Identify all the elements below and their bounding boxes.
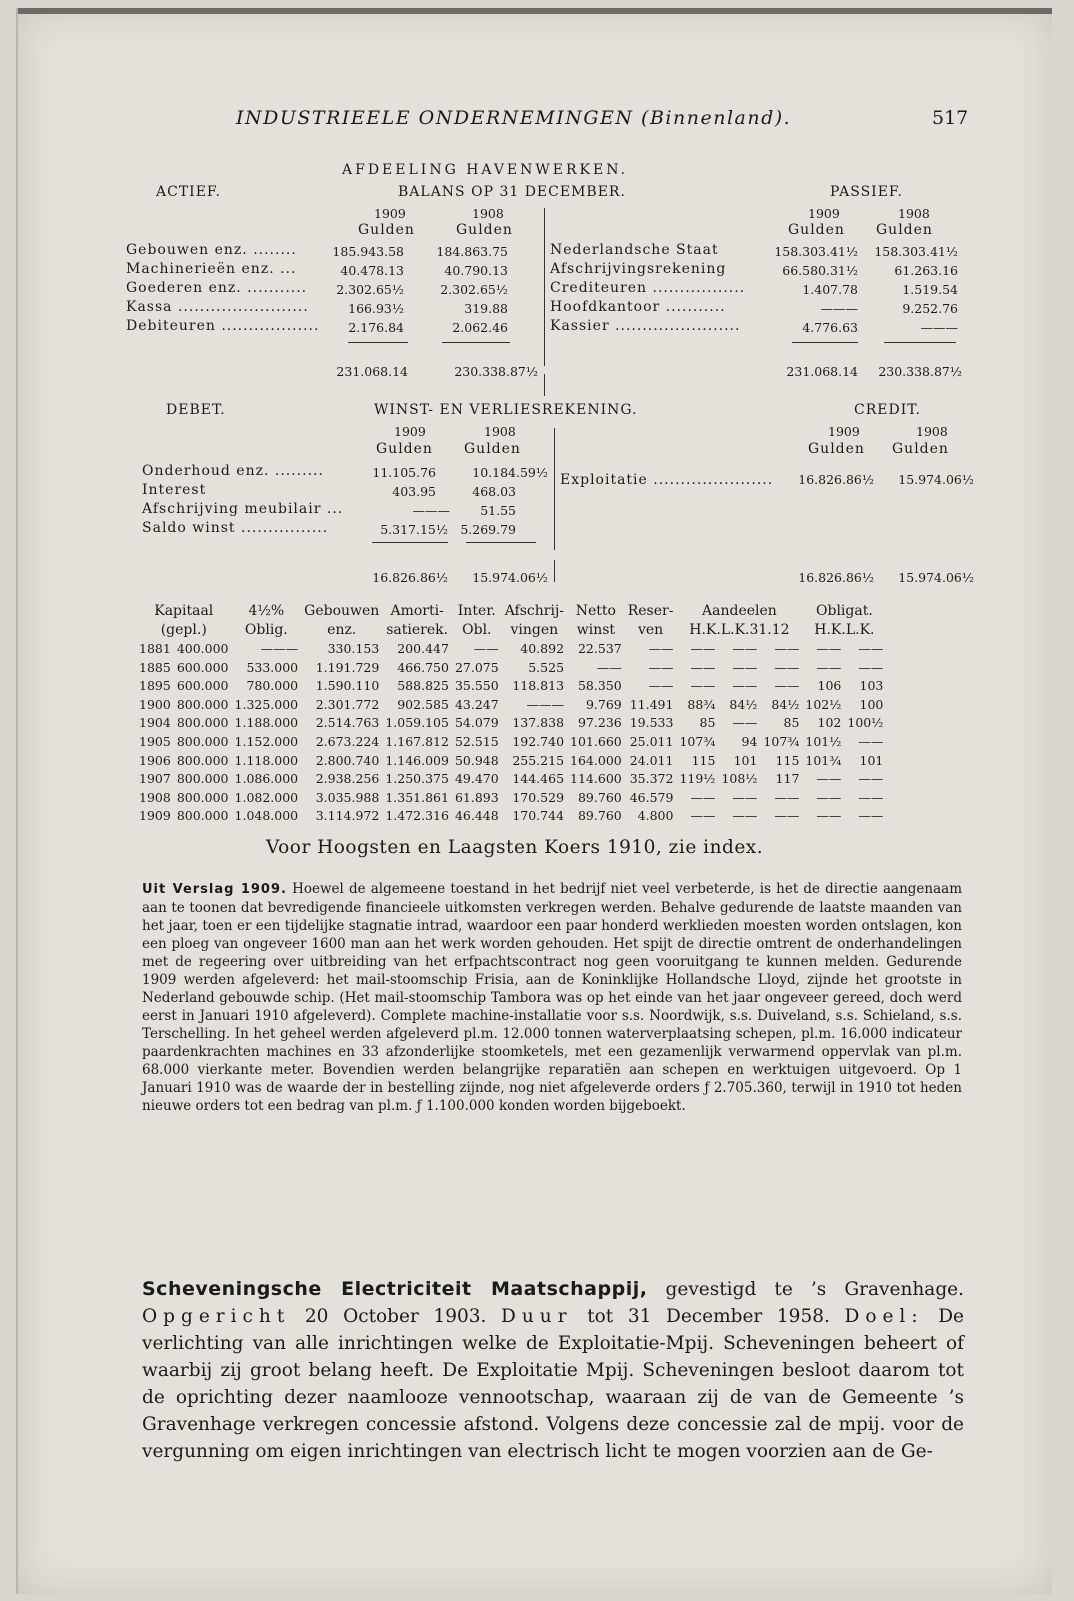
table-cell: 108½ [721,771,758,787]
debet-row-value: 5.317.15½ [380,522,448,537]
column-header: 4½% [248,603,285,620]
table-cell: 137.838 [512,715,565,731]
passief-sum-line [792,342,858,343]
column-subheader: H.K.L.K. [814,621,875,638]
table-cell: 52.515 [454,733,499,749]
table-cell: 49.470 [454,771,499,787]
table-cell: 192.740 [512,733,565,749]
annual-report-paragraph [142,880,962,1115]
table-cell: —— [816,640,842,656]
company-name: Scheveningsche Electriciteit Maatschappij, [142,1278,648,1300]
column-header: Afschrij- [504,603,565,620]
debet-row-value: 468.03 [472,484,516,499]
table-cell: 84½ [729,696,758,712]
passief-row-label: Nederlandsche Staat [550,242,719,258]
column-header: Inter. [457,603,496,620]
table-cell: —— [816,808,842,824]
column-subheader: Obl. [462,621,492,638]
debet-sum-line [372,542,448,543]
column-header: Gebouwen [304,603,380,620]
debet-row-label: Interest [142,482,207,498]
column-header: Reser- [627,603,674,620]
column-subheader: Oblig. [244,621,288,638]
table-cell: 106 [817,678,842,694]
table-cell: 46.448 [454,808,499,824]
column-subheader: satierek. [386,621,449,638]
table-cell: —— [732,808,758,824]
credit-total: 15.974.06½ [898,570,974,585]
column-subheader: (gepl.) [160,621,207,638]
capital-history-table [136,602,886,825]
debet-label: DEBET. [166,402,226,418]
table-cell: 43.247 [454,696,499,712]
table-cell: 1.118.000 [234,752,299,768]
debet-row-value: 51.55 [480,503,516,518]
balance-title: BALANS OP 31 DECEMBER. [398,184,626,200]
table-cell: 600.000 [176,678,229,694]
actief-row-value: 185.943.58 [332,244,404,259]
table-cell: 101 [859,752,884,768]
table-cell: —— [858,640,884,656]
actief-label: ACTIEF. [156,184,221,200]
table-cell: —— [596,659,622,675]
table-cell: 54.079 [454,715,499,731]
column-header: Kapitaal [154,603,214,620]
table-cell: 600.000 [176,659,229,675]
table-cell: —— [774,640,800,656]
actief-total: 230.338.87½ [454,364,538,379]
table-cell: 1.146.009 [385,752,449,768]
table-cell: 800.000 [176,752,229,768]
table-cell: 107¾ [763,733,800,749]
table-cell: —— [732,789,758,805]
passief-sum-line [884,342,956,343]
passief-row-value: 158.303.41½ [774,244,858,259]
balance-year-1909: 1909 [374,206,406,221]
column-subheader: H.K.L.K.31.12 [689,621,790,638]
table-cell: 2.673.224 [315,733,380,749]
table-cell: 89.760 [577,789,622,805]
actief-row-value: 184.863.75 [436,244,508,259]
table-cell: 1.086.000 [234,771,299,787]
debet-row-label: Onderhoud enz. ......... [142,463,324,479]
table-cell: 5.525 [528,659,565,675]
table-cell: 35.550 [454,678,499,694]
table-row [136,676,886,695]
table-cell: —— [774,659,800,675]
row-year: 1895 [139,678,171,694]
passief-year-1909: 1909 [808,206,840,221]
table-cell: 25.011 [629,733,674,749]
table-cell: 58.350 [577,678,622,694]
credit-currency-1: Gulden [808,441,865,457]
table-cell: —— [732,715,758,731]
table-cell: 119½ [679,771,716,787]
report-label: Uit Verslag 1909. [142,882,287,897]
passief-row-value: 9.252.76 [902,301,958,316]
passief-row-value: 158.303.41½ [874,244,958,259]
table-cell: —— [858,659,884,675]
table-cell: 100 [859,696,884,712]
table-cell: 94 [741,733,758,749]
running-header: INDUSTRIEELE ONDERNEMINGEN (Binnenland). [236,107,792,129]
table-cell: 170.744 [512,808,565,824]
table-cell: 101.660 [570,733,622,749]
passief-row-value: 1.407.78 [802,282,858,297]
table-cell: 89.760 [577,808,622,824]
table-cell: 117 [775,771,800,787]
table-cell: 1.590.110 [315,678,380,694]
table-cell: 107¾ [679,733,716,749]
winst-total-divider [554,560,555,582]
debet-sum-line [466,542,536,543]
balance-total-divider [544,374,545,396]
winst-currency-1: Gulden [376,441,433,457]
table-cell: 101½ [805,733,842,749]
credit-label: CREDIT. [854,402,921,418]
row-year: 1908 [139,789,171,805]
passief-row-label: Afschrijvingsrekening [550,261,727,277]
document-page [16,8,1052,1594]
table-cell: 2.301.772 [315,696,380,712]
actief-total: 231.068.14 [336,364,408,379]
table-cell: —— [858,808,884,824]
passief-row-value: 1.519.54 [902,282,958,297]
table-cell: —— [690,678,716,694]
table-cell: 1.250.375 [385,771,449,787]
passief-row-value: 61.263.16 [894,263,958,278]
table-cell: 50.948 [454,752,499,768]
table-cell: —— [648,640,674,656]
table-cell: —— [648,659,674,675]
credit-total: 16.826.86½ [798,570,874,585]
table-row [136,751,886,770]
table-header-row [136,621,886,640]
balance-currency-1: Gulden [358,222,415,238]
table-cell: 84½ [771,696,800,712]
column-header: Aandeelen [702,603,777,620]
table-cell: 533.000 [246,659,299,675]
passief-total: 231.068.14 [786,364,858,379]
table-cell: 24.011 [629,752,674,768]
table-row [136,695,886,714]
table-cell: 164.000 [570,752,622,768]
table-cell: 800.000 [176,808,229,824]
table-cell: ——— [526,696,565,712]
table-header-row [136,602,886,621]
table-cell: —— [732,640,758,656]
table-cell: —— [858,789,884,805]
row-year: 1906 [139,752,171,768]
debet-row-value: 11.105.76 [372,465,436,480]
table-cell: 780.000 [246,678,299,694]
table-cell: 22.537 [577,640,622,656]
table-cell: —— [858,771,884,787]
table-cell: 330.153 [327,640,380,656]
row-year: 1909 [139,808,171,824]
actief-row-label: Machinerieën enz. ... [126,261,297,277]
table-cell: 800.000 [176,771,229,787]
column-header: Netto [575,603,616,620]
passief-label: PASSIEF. [830,184,903,200]
table-cell: 46.579 [629,789,674,805]
table-cell: 118.813 [512,678,565,694]
table-row [136,639,886,658]
table-cell: 85 [699,715,716,731]
table-cell: 200.447 [397,640,449,656]
column-subheader: winst [576,621,616,638]
table-cell: 114.600 [570,771,622,787]
table-cell: —— [690,640,716,656]
table-cell: —— [858,733,884,749]
row-year: 1885 [139,659,171,675]
row-year: 1904 [139,715,171,731]
passief-row-label: Kassier ....................... [550,318,741,334]
balance-divider [544,208,545,366]
table-cell: 588.825 [397,678,449,694]
table-cell: 40.892 [520,640,565,656]
table-cell: —— [774,678,800,694]
credit-row-value: 15.974.06½ [898,472,974,487]
actief-row-value: 40.790.13 [444,263,508,278]
table-cell: 2.514.763 [315,715,380,731]
table-cell: 1.472.316 [385,808,449,824]
table-cell: 2.938.256 [315,771,380,787]
credit-row-label: Exploitatie ...................... [560,472,774,488]
passief-currency-1: Gulden [788,222,845,238]
capital-table-body [136,639,886,825]
winst-title: WINST- EN VERLIESREKENING. [374,402,638,418]
table-cell: 1.048.000 [234,808,299,824]
table-cell: —— [816,771,842,787]
table-cell: 9.769 [585,696,622,712]
table-cell: 101¾ [805,752,842,768]
debet-row-label: Afschrijving meubilair ... [142,501,344,517]
table-cell: 1.059.105 [385,715,449,731]
table-cell: 170.529 [512,789,565,805]
row-year: 1907 [139,771,171,787]
passief-row-label: Crediteuren ................. [550,280,746,296]
duration-label: Duur [501,1306,573,1327]
table-cell: 100½ [847,715,884,731]
actief-row-value: 319.88 [464,301,508,316]
column-header: Amorti- [390,603,444,620]
table-cell: 27.075 [454,659,499,675]
credit-year-1908: 1908 [916,424,948,439]
debet-row-value: 5.269.79 [460,522,516,537]
company-text: tot 31 December 1958. [572,1306,845,1327]
table-cell: —— [473,640,499,656]
table-cell: —— [690,789,716,805]
actief-sum-line [348,342,408,343]
table-cell: 4.800 [637,808,674,824]
table-cell: —— [690,808,716,824]
table-cell: 88¾ [687,696,716,712]
winst-currency-2: Gulden [464,441,521,457]
passief-row-value: ——— [820,301,858,316]
table-cell: 800.000 [176,733,229,749]
table-cell: —— [774,789,800,805]
column-subheader: enz. [327,621,357,638]
company-text: gevestigd te ’s Gravenhage. [647,1279,964,1300]
table-cell: 102½ [805,696,842,712]
company-entry [142,1276,964,1465]
scan-edge [18,8,1052,14]
table-cell: —— [648,678,674,694]
table-cell: 800.000 [176,789,229,805]
actief-row-label: Gebouwen enz. ........ [126,242,297,258]
passief-year-1908: 1908 [898,206,930,221]
row-year: 1900 [139,696,171,712]
actief-row-value: 2.302.65½ [336,282,404,297]
actief-row-label: Debiteuren .................. [126,318,320,334]
table-cell: 101 [733,752,758,768]
page-number: 517 [932,107,969,129]
report-text: Hoewel de algemeene toestand in het bedrijf niet veel verbeterde, is het de directie aangenaam aan te toonen dat bevredigende financieele uitkomsten verkregen werden. Behalve gedurende de laatste maanden van het jaar, toen er een tijdelijke stagnatie intrad, waardoor een paar honderd werklieden moesten worden ontslagen, kon een ploeg van ongeveer 1600 man aan het werk worden gehouden. Het spijt de directie omtrent de onderhandelingen met de regeering over uitbreiding van het erfpachtscontract nog geen vooruitgang te kunnen melden. Gedurende 1909 werden afgeleverd: het mail-stoomschip Frisia, aan de Koninklijke Hollandsche Lloyd, zijnde het grootste in Nederland gebouwde schip. (Het mail-stoomschip Tambora was op het einde van het jaar ongeveer gereed, doch werd eerst in Januari 1910 afgeleverd). Complete machine-installatie voor s.s. Noordwijk, s.s. Duiveland, s.s. Schieland, s.s. Terschelling. In het geheel werden afgeleverd pl.m. 12.000 tonnen waterverplaatsing schepen, pl.m. 16.000 indicateur paardenkrachten machines en 33 afzonderlijke stoomketels, met een gezamenlijk verwarmend oppervlak van pl.m. 68.000 vierkante meter. Bovendien werden belangrijke reparatiën aan schepen en werktuigen uitgevoerd. Op 1 Januari 1910 was de waarde der in bestelling zijnde, nog niet afgeleverde orders ƒ 2.705.360, terwijl in 1910 tot heden nieuwe orders tot een bedrag van pl.m. ƒ 1.100.000 konden worden bijgeboekt. [142,881,963,1114]
table-cell: 3.035.988 [315,789,380,805]
table-row [136,807,886,826]
passief-currency-2: Gulden [876,222,933,238]
table-cell: 115 [775,752,800,768]
table-cell: 3.114.972 [315,808,380,824]
company-text: 20 October 1903. [290,1306,502,1327]
table-cell: 255.215 [512,752,565,768]
actief-row-label: Kassa ........................ [126,299,309,315]
table-cell: 1.082.000 [234,789,299,805]
debet-total: 16.826.86½ [372,570,448,585]
table-cell: 35.372 [629,771,674,787]
table-cell: 103 [859,678,884,694]
passief-row-value: ——— [920,320,958,335]
table-cell: 85 [783,715,800,731]
table-cell: 400.000 [176,640,229,656]
credit-row-value: 16.826.86½ [798,472,874,487]
table-cell: ——— [260,640,299,656]
table-cell: —— [816,789,842,805]
actief-row-value: 2.302.65½ [440,282,508,297]
founded-label: Opgericht [142,1306,291,1327]
actief-row-value: 166.93½ [348,301,404,316]
purpose-label: Doel: [844,1306,924,1327]
actief-row-value: 40.478.13 [340,263,404,278]
actief-row-label: Goederen enz. ........... [126,280,308,296]
table-row [136,769,886,788]
table-cell: 1.351.861 [385,789,449,805]
table-cell: —— [816,659,842,675]
table-row [136,788,886,807]
winst-year-1909: 1909 [394,424,426,439]
debet-row-value: ——— [412,503,450,518]
actief-sum-line [442,342,510,343]
table-cell: —— [690,659,716,675]
table-cell: —— [732,678,758,694]
table-cell: 19.533 [629,715,674,731]
table-cell: 2.800.740 [315,752,380,768]
section-title: AFDEELING HAVENWERKEN. [342,162,629,178]
debet-total: 15.974.06½ [472,570,548,585]
table-row [136,714,886,733]
table-cell: 466.750 [397,659,449,675]
table-cell: 1.188.000 [234,715,299,731]
table-cell: 800.000 [176,696,229,712]
table-cell: 11.491 [629,696,674,712]
table-cell: 902.585 [397,696,449,712]
table-cell: 97.236 [577,715,622,731]
column-header: Obligat. [816,603,873,620]
actief-row-value: 2.062.46 [452,320,508,335]
table-cell: 1.167.812 [385,733,449,749]
table-cell: 61.893 [454,789,499,805]
row-year: 1881 [139,640,171,656]
winst-year-1908: 1908 [484,424,516,439]
table-cell: 1.191.729 [315,659,380,675]
passief-row-label: Hoofdkantoor ........... [550,299,726,315]
passief-row-value: 4.776.63 [802,320,858,335]
winst-divider [554,428,555,550]
column-subheader: ven [637,621,664,638]
table-cell: 800.000 [176,715,229,731]
table-row [136,658,886,677]
balance-year-1908: 1908 [472,206,504,221]
table-cell: 1.325.000 [234,696,299,712]
passief-total: 230.338.87½ [878,364,962,379]
credit-currency-2: Gulden [892,441,949,457]
row-year: 1905 [139,733,171,749]
debet-row-value: 10.184.59½ [472,465,548,480]
table-cell: —— [774,808,800,824]
debet-row-value: 403.95 [392,484,436,499]
actief-row-value: 2.176.84 [348,320,404,335]
company-text: De verlichting van alle inrichtingen welke de Exploitatie-Mpij. Scheveningen beheert of waarbij zij groot belang heeft. De Exploitatie Mpij. Scheveningen besloot daarom tot de oprichting dezer naamlooze vennootschap, waaraan zij de van de Gemeente ’s Gravenhage verkregen concessie afstond. Volgens deze concessie zal de mpij. voor de vergunning om eigen inrichtingen van electrisch licht te mogen voorzien aan de Ge- [142,1306,964,1462]
table-cell: 144.465 [512,771,565,787]
table-cell: 115 [691,752,716,768]
table-row [136,732,886,751]
table-cell: 1.152.000 [234,733,299,749]
index-note: Voor Hoogsten en Laagsten Koers 1910, zie index. [266,837,764,858]
table-cell: 102 [817,715,842,731]
table-cell: —— [732,659,758,675]
column-subheader: vingen [510,621,559,638]
passief-row-value: 66.580.31½ [782,263,858,278]
credit-year-1909: 1909 [828,424,860,439]
balance-currency-2: Gulden [456,222,513,238]
debet-row-label: Saldo winst ................ [142,520,329,536]
